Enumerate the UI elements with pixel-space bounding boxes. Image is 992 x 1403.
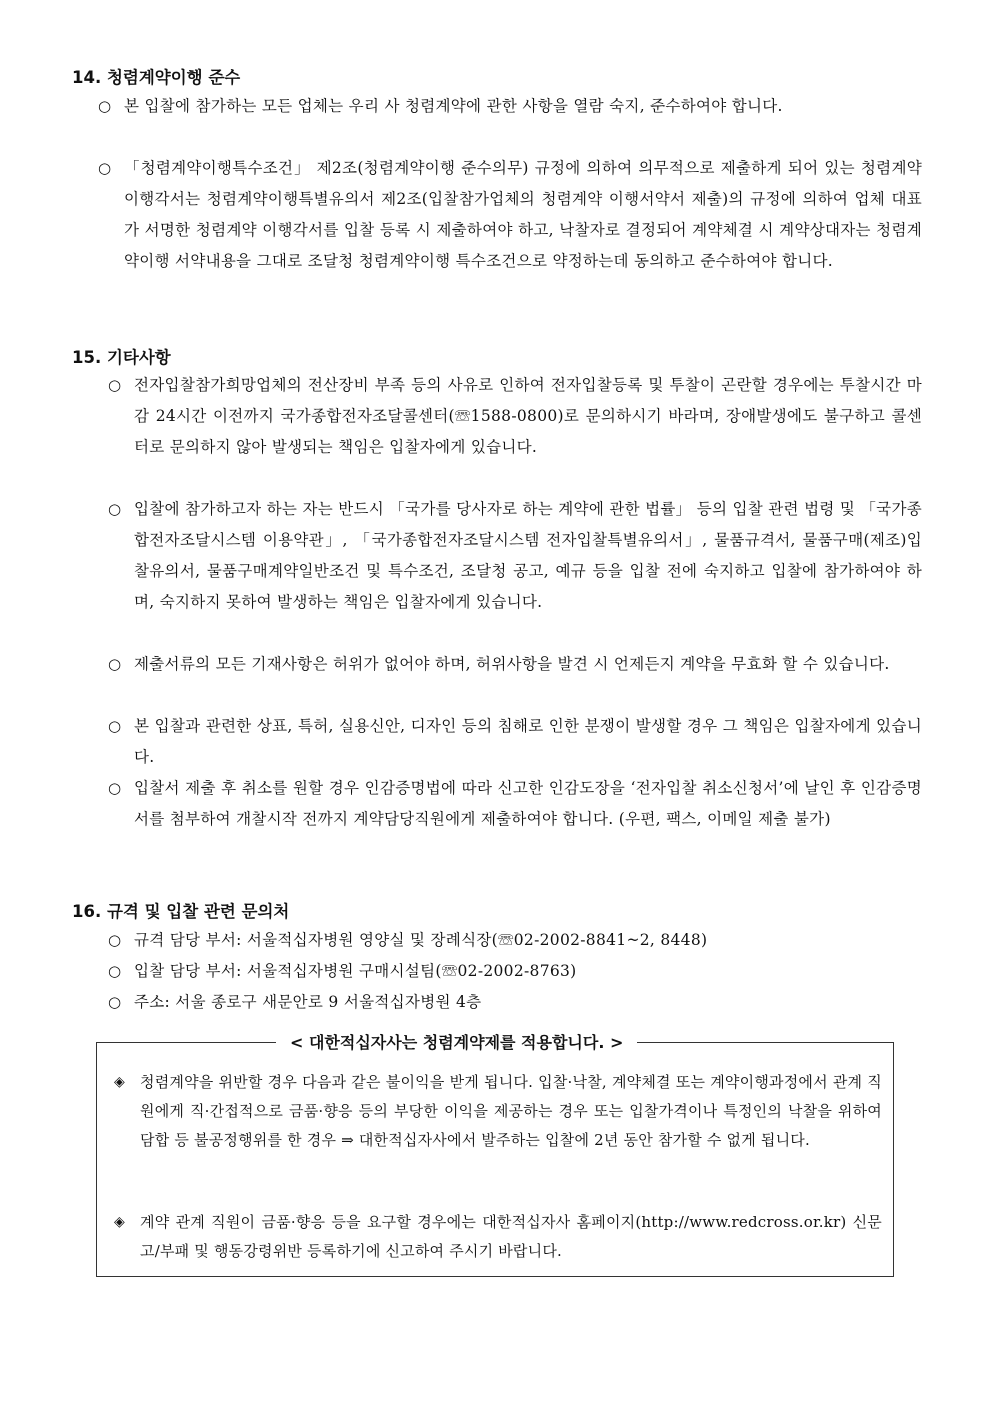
bullet-circle-icon: ○ (108, 993, 122, 1011)
section-15-item-3 (108, 649, 922, 680)
section-15-item-3-text: 제출서류의 모든 기재사항은 허위가 없어야 하며, 허위사항을 발견 시 언제든지 계약을 무효화 할 수 있습니다. (134, 655, 890, 673)
section-14-item-2-text: 「청렴계약이행특수조건」 제2조(청렴계약이행 준수의무) 규정에 의하여 의무적으로 제출하게 되어 있는 청렴계약 이행각서는 청렴계약이행특별유의서 제2조(입찰참가업체의 청렴계약 이행서약서 제출)의 규정에 의하여 업체 대표가 서명한 청렴계약 이행각서를 입찰 등록 시 제출하여야 하고, 낙찰자로 결정되어 계약체결 시 계약상대자는 청렴계약이행 서약내용을 그대로 조달청 청렴계약이행 특수조건으로 약정하는데 동의하고 준수하여야 합니다. (124, 159, 922, 270)
section-15-item-2 (108, 494, 922, 618)
section-14-item-1 (98, 91, 922, 122)
bullet-circle-icon: ○ (108, 931, 122, 949)
section-16-item-3-text: 주소: 서울 종로구 새문안로 9 서울적십자병원 4층 (134, 993, 482, 1011)
section-14-item-1-text: 본 입찰에 참가하는 모든 업체는 우리 사 청렴계약에 관한 사항을 열람 숙지, 준수하여야 합니다. (124, 97, 783, 115)
bullet-circle-icon: ○ (98, 159, 112, 177)
section-15-item-1-text: 전자입찰참가희망업체의 전산장비 부족 등의 사유로 인하여 전자입찰등록 및 투찰이 곤란할 경우에는 투찰시간 마감 24시간 이전까지 국가종합전자조달콜센터(☏1588-0800)로 문의하시기 바라며, 장애발생에도 불구하고 콜센터로 문의하지 않아 발생되는 책임은 입찰자에게 있습니다. (134, 376, 922, 456)
section-14-item-2 (98, 153, 922, 277)
section-15-item-5-text: 입찰서 제출 후 취소를 원할 경우 인감증명법에 따라 신고한 인감도장을 ‘전자입찰 취소신청서’에 날인 후 인감증명서를 첨부하여 개찰시작 전까지 계약담당직원에게 제출하여야 합니다. (우편, 팩스, 이메일 제출 불가) (134, 779, 922, 828)
section-15-item-2-text: 입찰에 참가하고자 하는 자는 반드시 「국가를 당사자로 하는 계약에 관한 법률」 등의 입찰 관련 법령 및 「국가종합전자조달시스템 이용약관」, 「국가종합전자조달시스템 전자입찰특별유의서」, 물품규격서, 물품구매(제조)입찰유의서, 물품구매계약일반조건 및 특수조건, 조달청 공고, 예규 등을 입찰 전에 숙지하고 입찰에 참가하여야 하며, 숙지하지 못하여 발생하는 책임은 입찰자에게 있습니다. (134, 500, 922, 611)
section-15-item-4-text: 본 입찰과 관련한 상표, 특허, 실용신안, 디자인 등의 침해로 인한 분쟁이 발생할 경우 그 책임은 입찰자에게 있습니다. (134, 717, 922, 766)
bullet-circle-icon: ○ (98, 97, 112, 115)
notice-item-1 (114, 1068, 882, 1155)
section-15-item-1 (108, 370, 922, 463)
section-16-title: 16. 규격 및 입찰 관련 문의처 (72, 902, 290, 921)
bullet-circle-icon: ○ (108, 500, 122, 518)
section-16-item-2-text: 입찰 담당 부서: 서울적십자병원 구매시설팀(☏02-2002-8763) (134, 962, 577, 980)
bullet-circle-icon: ○ (108, 717, 122, 735)
section-15-title: 15. 기타사항 (72, 348, 171, 367)
bullet-circle-icon: ○ (108, 376, 122, 394)
notice-item-2-text: 계약 관계 직원이 금품·향응 등을 요구할 경우에는 대한적십자사 홈페이지(http://www.redcross.or.kr) 신문고/부패 및 행동강령위반 등록하기에 신고하여 주시기 바랍니다. (140, 1213, 882, 1260)
section-15-item-5 (108, 773, 922, 835)
notice-item-2 (114, 1208, 882, 1266)
diamond-bullet-icon: ◈ (114, 1074, 125, 1090)
notice-item-1-text: 청렴계약을 위반할 경우 다음과 같은 불이익을 받게 됩니다. 입찰·낙찰, 계약체결 또는 계약이행과정에서 관계 직원에게 직·간접적으로 금품·향응 등의 부당한 이익을 제공하는 경우 또는 입찰가격이나 특정인의 낙찰을 위하여 담합 등 불공정행위를 한 경우 ⇒ 대한적십자사에서 발주하는 입찰에 2년 동안 참가할 수 없게 됩니다. (140, 1073, 882, 1149)
bullet-circle-icon: ○ (108, 962, 122, 980)
section-16-item-2 (108, 956, 922, 987)
section-14-title: 14. 청렴계약이행 준수 (72, 68, 241, 87)
diamond-bullet-icon: ◈ (114, 1214, 125, 1230)
section-16-item-3 (108, 987, 922, 1018)
section-15-item-4 (108, 711, 922, 773)
integrity-notice-title: < 대한적십자사는 청렴계약제를 적용합니다. > (276, 1030, 637, 1053)
section-16-item-1-text: 규격 담당 부서: 서울적십자병원 영양실 및 장례식장(☏02-2002-8841~2, 8448) (134, 931, 708, 949)
section-16-item-1 (108, 925, 922, 956)
bullet-circle-icon: ○ (108, 779, 122, 797)
bullet-circle-icon: ○ (108, 655, 122, 673)
